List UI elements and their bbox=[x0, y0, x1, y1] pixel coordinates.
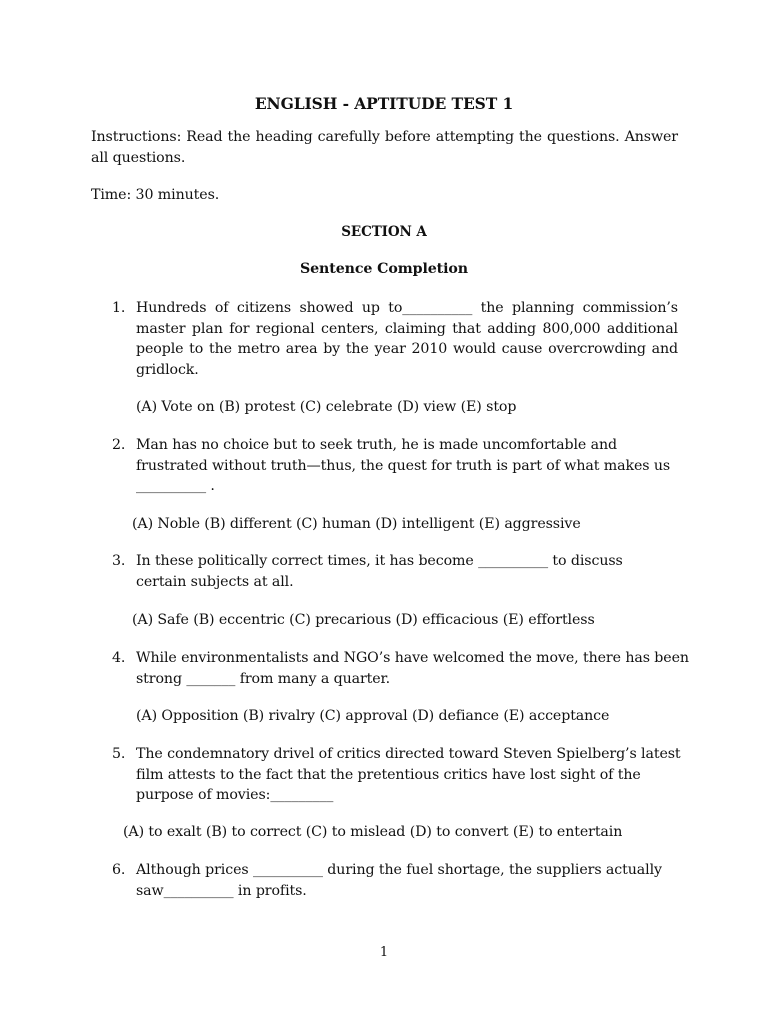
question-number: 1. bbox=[112, 300, 126, 316]
section-heading: SECTION A bbox=[341, 224, 427, 240]
question-line: film attests to the fact that the pretentious critics have lost sight of the bbox=[136, 766, 641, 783]
question-number: 6. bbox=[112, 862, 126, 878]
question-line: master plan for regional centers, claiming that adding 800,000 additional bbox=[136, 320, 678, 337]
question-line: gridlock. bbox=[136, 361, 199, 378]
answer-options-4: (A) Opposition (B) rivalry (C) approval (D) defiance (E) acceptance bbox=[136, 708, 610, 724]
question-line: Although prices __________ during the fuel shortage, the suppliers actually bbox=[136, 862, 662, 878]
question-text bbox=[136, 744, 681, 806]
question-line: Man has no choice but to seek truth, he is made uncomfortable and bbox=[136, 437, 617, 453]
answer-options-2: (A) Noble (B) different (C) human (D) intelligent (E) aggressive bbox=[132, 516, 581, 532]
section-subheading: Sentence Completion bbox=[299, 261, 468, 277]
question-line: strong _______ from many a quarter. bbox=[136, 670, 391, 687]
question-number: 2. bbox=[112, 437, 126, 453]
question-line: saw__________ in profits. bbox=[136, 882, 307, 899]
question-number: 3. bbox=[112, 553, 126, 569]
question-line: frustrated without truth—thus, the quest for truth is part of what makes us bbox=[136, 457, 671, 474]
page-number: 1 bbox=[379, 945, 389, 960]
question-line: The condemnatory drivel of critics directed toward Steven Spielberg’s latest bbox=[136, 746, 681, 762]
instructions-text: Instructions: Read the heading carefully before attempting the questions. Answer all questions. bbox=[91, 129, 678, 166]
question-text bbox=[136, 648, 689, 689]
question-line: certain subjects at all. bbox=[136, 573, 294, 590]
question-text bbox=[136, 435, 678, 497]
answer-options-1: (A) Vote on (B) protest (C) celebrate (D) view (E) stop bbox=[136, 399, 517, 415]
question-line: While environmentalists and NGO’s have welcomed the move, there has been bbox=[136, 650, 689, 666]
question-number: 5. bbox=[112, 746, 126, 762]
question-line: In these politically correct times, it has become __________ to discuss bbox=[136, 553, 623, 569]
question-text bbox=[136, 860, 678, 901]
time-limit-text: Time: 30 minutes. bbox=[91, 187, 220, 203]
answer-options-5: (A) to exalt (B) to correct (C) to mislead (D) to convert (E) to entertain bbox=[123, 824, 623, 840]
question-line: Hundreds of citizens showed up to__________ the planning commission’s bbox=[136, 300, 678, 316]
page-title: ENGLISH - APTITUDE TEST 1 bbox=[254, 94, 514, 113]
question-line: purpose of movies:_________ bbox=[136, 787, 334, 803]
question-line: __________ . bbox=[136, 478, 215, 494]
answer-options-3: (A) Safe (B) eccentric (C) precarious (D) efficacious (E) effortless bbox=[132, 612, 595, 628]
question-line: people to the metro area by the year 2010 would cause overcrowding and bbox=[136, 341, 678, 357]
question-number: 4. bbox=[112, 650, 126, 666]
question-text bbox=[136, 551, 678, 592]
question-text bbox=[136, 298, 678, 380]
